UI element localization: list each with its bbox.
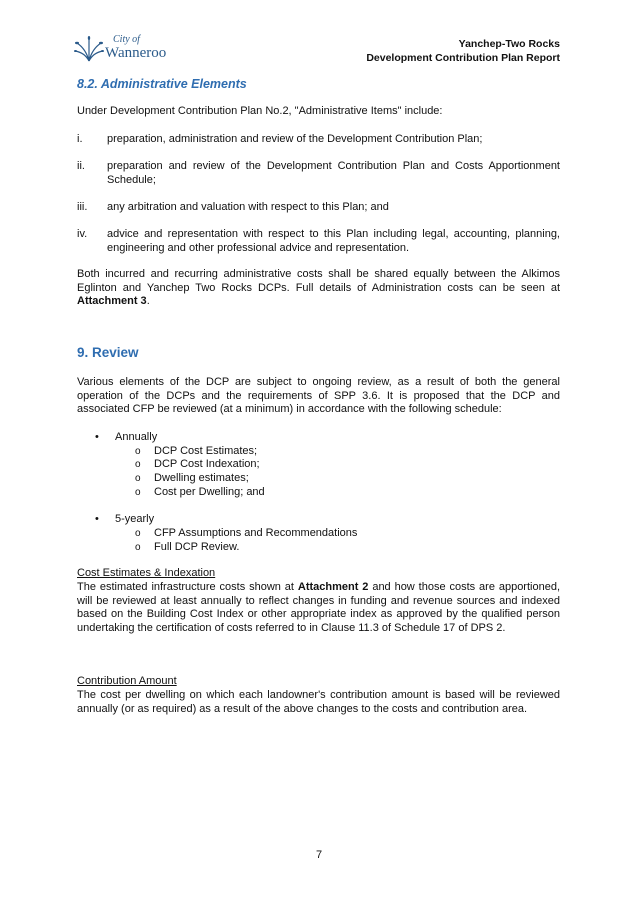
page-number: 7 — [315, 849, 323, 861]
sub-bullet-icon: o — [135, 473, 141, 484]
sub-bullet-icon: o — [135, 542, 141, 553]
report-title-line1: Yanchep-Two Rocks — [458, 38, 560, 50]
sub-bullet-icon: o — [135, 487, 141, 498]
list-item-number: i. — [77, 133, 83, 145]
logo-name-text: Wanneroo — [105, 45, 167, 61]
bullet-icon: • — [95, 513, 99, 525]
section-8-2-closing — [77, 268, 560, 309]
schedule-item: DCP Cost Indexation; — [154, 458, 260, 470]
attachment-3-reference: Attachment 3 — [77, 295, 147, 308]
city-logo — [74, 35, 174, 65]
list-item-text: any arbitration and valuation with respect to this Plan; and — [107, 201, 389, 213]
logo-city-text: City of — [113, 34, 140, 45]
list-item-number: ii. — [77, 160, 85, 172]
schedule-item: Dwelling estimates; — [154, 472, 249, 484]
list-item-text: preparation and review of the Development Contribution Plan and Costs Apportionment Schedule; — [107, 160, 560, 186]
schedule-label-annually: Annually — [115, 431, 158, 443]
leaf-emblem-icon — [74, 35, 104, 63]
list-item-number: iii. — [77, 201, 88, 213]
schedule-item: Cost per Dwelling; and — [154, 486, 265, 498]
closing-period: . — [146, 295, 150, 308]
cost-text-pre: The estimated infrastructure costs shown at — [77, 581, 298, 593]
cost-text-post: and how those costs are apportioned, will be reviewed at least annually to reflect changes in funding and revenue sources and indexed based on the Building Cost Index or other appropriate index as approved by the qualified person undertaking the certification of costs referred to in Clause 11.3 of Schedule 17 of DPS 2. — [77, 581, 560, 634]
report-title-line2: Development Contribution Plan Report — [366, 52, 560, 64]
sub-bullet-icon: o — [135, 446, 141, 457]
closing-text: Both incurred and recurring administrative costs shall be shared equally between the Alkimos Eglinton and Yanchep Two Rocks DCPs. Full details of Administration costs can be seen at — [77, 268, 560, 294]
section-9-heading: 9. Review — [77, 345, 139, 360]
report-header — [366, 37, 560, 65]
schedule-item: DCP Cost Estimates; — [154, 445, 258, 457]
schedule-item: CFP Assumptions and Recommendations — [154, 527, 358, 539]
list-item-number: iv. — [77, 228, 88, 240]
bullet-icon: • — [95, 431, 99, 443]
list-item-text: preparation, administration and review of the Development Contribution Plan; — [107, 133, 483, 145]
section-8-2-intro: Under Development Contribution Plan No.2, "Administrative Items" include: — [77, 105, 443, 117]
sub-bullet-icon: o — [135, 528, 141, 539]
schedule-label-5-yearly: 5-yearly — [115, 513, 155, 525]
schedule-item: Full DCP Review. — [154, 541, 240, 553]
contribution-amount-heading: Contribution Amount — [77, 675, 177, 687]
list-item-text: advice and representation with respect to this Plan including legal, accounting, planning, engineering and other professional advice and representation. — [107, 228, 560, 254]
attachment-2-reference: Attachment 2 — [297, 581, 369, 593]
sub-bullet-icon: o — [135, 459, 141, 470]
contribution-amount-text: The cost per dwelling on which each landowner's contribution amount is based will be reviewed annually (or as required) as a result of the above changes to the costs and contribution area. — [77, 689, 560, 715]
section-9-intro: Various elements of the DCP are subject to ongoing review, as a result of both the general operation of the DCPs and the requirements of SPP 3.6. It is proposed that the DCP and associated CFP be reviewed (at a minimum) in accordance with the following schedule: — [77, 376, 560, 416]
cost-estimates-heading: Cost Estimates & Indexation — [77, 567, 216, 579]
cost-estimates-text — [77, 581, 560, 635]
section-8-2-heading: 8.2. Administrative Elements — [77, 77, 247, 91]
